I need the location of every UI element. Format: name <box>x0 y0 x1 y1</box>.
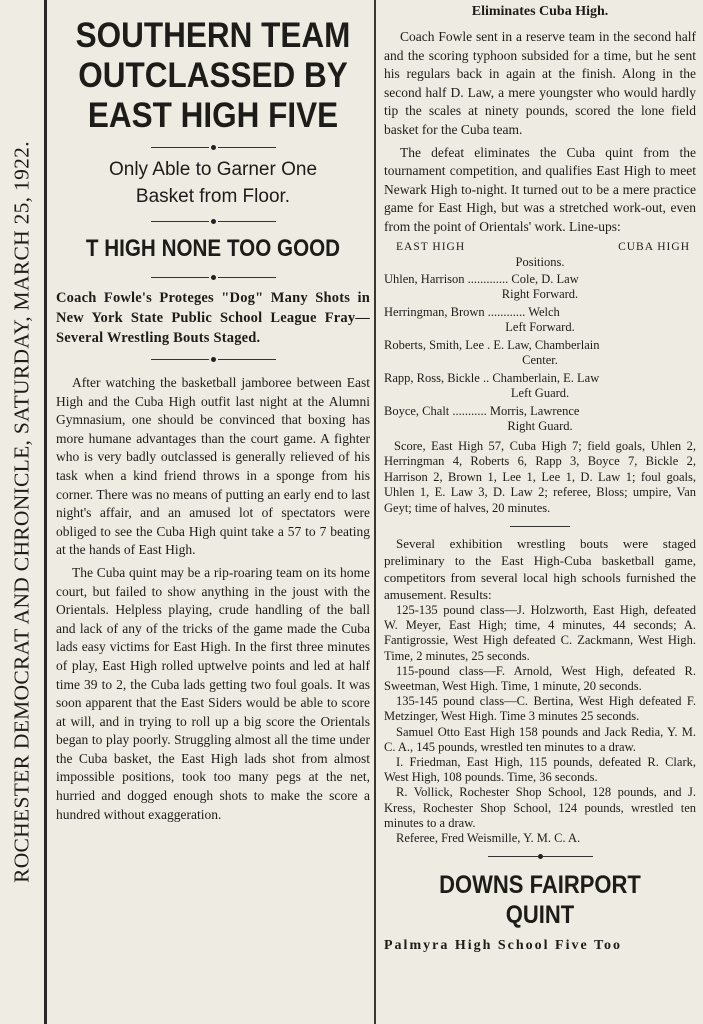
column-rule <box>374 0 376 1024</box>
headline-divider <box>56 142 370 152</box>
section-heading: Eliminates Cuba High. <box>471 4 609 19</box>
subhead-divider <box>56 216 370 226</box>
lineup-row <box>384 371 696 402</box>
main-headline: SOUTHERN TEAM OUTCLASSED BY EAST HIGH FIVE <box>75 16 351 135</box>
lineup-team-left: EAST HIGH <box>396 240 466 253</box>
section-divider <box>510 526 570 527</box>
positions-label: Positions. <box>515 254 565 269</box>
right-column <box>384 0 696 1024</box>
secondary-headline: T HIGH NONE TOO GOOD <box>85 235 341 262</box>
summary-deck: Coach Fowle's Proteges "Dog" Many Shots in New York State Public School League Fray—Several Wrestling Bouts Staged. <box>56 290 370 346</box>
article-paragraph: The defeat eliminates the Cuba quint from the tournament competition, and qualifies East High to meet Newark High to-night. It turned out to be a mere practice game for East High, but was a stretched work-out, even from the point of Orientals' work. Line-ups: <box>384 144 696 234</box>
wrestling-result: 135-145 pound class—C. Bertina, West High defeated F. Metzinger, West High. Time 3 minutes 25 seconds. <box>384 694 696 724</box>
lineup-names: Uhlen, Harrison ............. Cole, D. Law <box>384 271 579 286</box>
next-article-headline: DOWNS FAIRPORT QUINT <box>439 871 641 930</box>
page-spine <box>0 0 47 1024</box>
lineup-names: Boyce, Chalt ........... Morris, Lawrence <box>384 403 580 418</box>
wrestling-result: Samuel Otto East High 158 pounds and Jack Redia, Y. M. C. A., 145 pounds, wrestled ten minutes to a draw. <box>384 724 696 754</box>
secondary-divider <box>56 272 370 282</box>
left-column <box>56 0 370 1024</box>
article-paragraph: The Cuba quint may be a rip-roaring team on its home court, but failed to show anything in the joust with the Orientals. Helpless playing, crude handling of the ball and lack of any of the tricks of the game made the Cuba lads easy victims for East High. In the first three minutes of play, East High rolled uptwelve points and led at half time 39 to 2, the Cuba lads getting two foul goals. It was soon apparent that the East Siders would be able to score at will, and in trying to roll up a big score the Orientals began to play poorly. Struggling almost all the time under the Cuba basket, the East High lads shot from almost impossible positions, took too many pegs at the net, hurried and dogged enough shots to make the score a hundred without exaggeration. <box>56 564 370 822</box>
subheadline: Only Able to Garner One Basket from Floor. <box>108 159 318 207</box>
lineup-names: Roberts, Smith, Lee . E. Law, Chamberlain <box>384 337 600 352</box>
lineup-position: Center. <box>522 353 558 368</box>
summary-divider <box>56 354 370 364</box>
wrestling-result: R. Vollick, Rochester Shop School, 128 pounds, and J. Kress, Rochester Shop School, 124 pounds, wrestled ten minutes to a draw. <box>384 785 696 830</box>
lineup-row <box>384 305 696 336</box>
article-paragraph: Coach Fowle sent in a reserve team in the second half and the scoring typhoon subsided for a time, but he sent his regulars back in again at the finish. Along in the second half D. Law, a mere youngster who would hardly tip the scales at ninety pounds, scored the lone field basket for the Cuba team. <box>384 29 696 137</box>
wrestling-result: 115-pound class—F. Arnold, West High, defeated R. Sweetman, West High. Time, 1 minute, 20 seconds. <box>384 663 696 694</box>
lineup-position: Right Forward. <box>501 287 579 302</box>
lineup-names: Herringman, Brown ............ Welch <box>384 304 560 319</box>
article-divider <box>384 852 696 860</box>
lineup-names: Rapp, Ross, Bickle .. Chamberlain, E. Law <box>384 370 600 385</box>
lineup-row <box>384 404 696 435</box>
lineup-position: Left Guard. <box>510 386 570 401</box>
lineup-row <box>384 338 696 369</box>
lineup-team-right: CUBA HIGH <box>618 240 690 253</box>
wrestling-intro: Several exhibition wrestling bouts were staged preliminary to the East High-Cuba basketball game, competitors from several local high schools furnished the amusement. Results: <box>384 536 696 603</box>
lineup-position: Right Guard. <box>507 419 573 434</box>
wrestling-result: I. Friedman, East High, 115 pounds, defeated R. Clark, West High, 108 pounds. Time, 36 seconds. <box>384 755 696 785</box>
next-article-deck: Palmyra High School Five Too <box>384 938 623 954</box>
page-header: ROCHESTER DEMOCRAT AND CHRONICLE, SATURDAY, MARCH 25, 1922. <box>9 141 34 883</box>
wrestling-result: 125-135 pound class—J. Holzworth, East High, defeated W. Meyer, East High; time, 4 minutes, 44 seconds; A. Fantigrossie, West High defeated C. Zackmann, West High. Time, 2 minutes, 25 seconds. <box>384 603 696 663</box>
score-summary: Score, East High 57, Cuba High 7; field goals, Uhlen 2, Herringman 4, Roberts 6, Rapp 3, Boyce 7, Bickle 2, Harrison 2, Brown 1, Lee 1, Lee 1, D. Law 1; foul goals, Uhlen 1, E. Law 3, D. Law 2; referee, Bloss; umpire, Van Geyt; time of halves, 20 minutes. <box>384 438 696 515</box>
article-paragraph: After watching the basketball jamboree between East High and the Cuba High outfit last night at the Alumni Gymnasium, one should be convinced that boxing has more humane advantages than the court game. A fighter who is very badly outclassed is generally relieved of his task when a kind friend throws in a sponge from his corner. There was no means of putting an early end to last night's affair, and an amused lot of spectators were obliged to see the Cuba High quint take a 57 to 7 beating at the hands of East High. <box>56 375 370 558</box>
wrestling-referee: Referee, Fred Weismille, Y. M. C. A. <box>396 831 581 846</box>
lineup-row <box>384 272 696 303</box>
lineup-teams <box>396 241 690 253</box>
lineup-position: Left Forward. <box>505 320 575 335</box>
